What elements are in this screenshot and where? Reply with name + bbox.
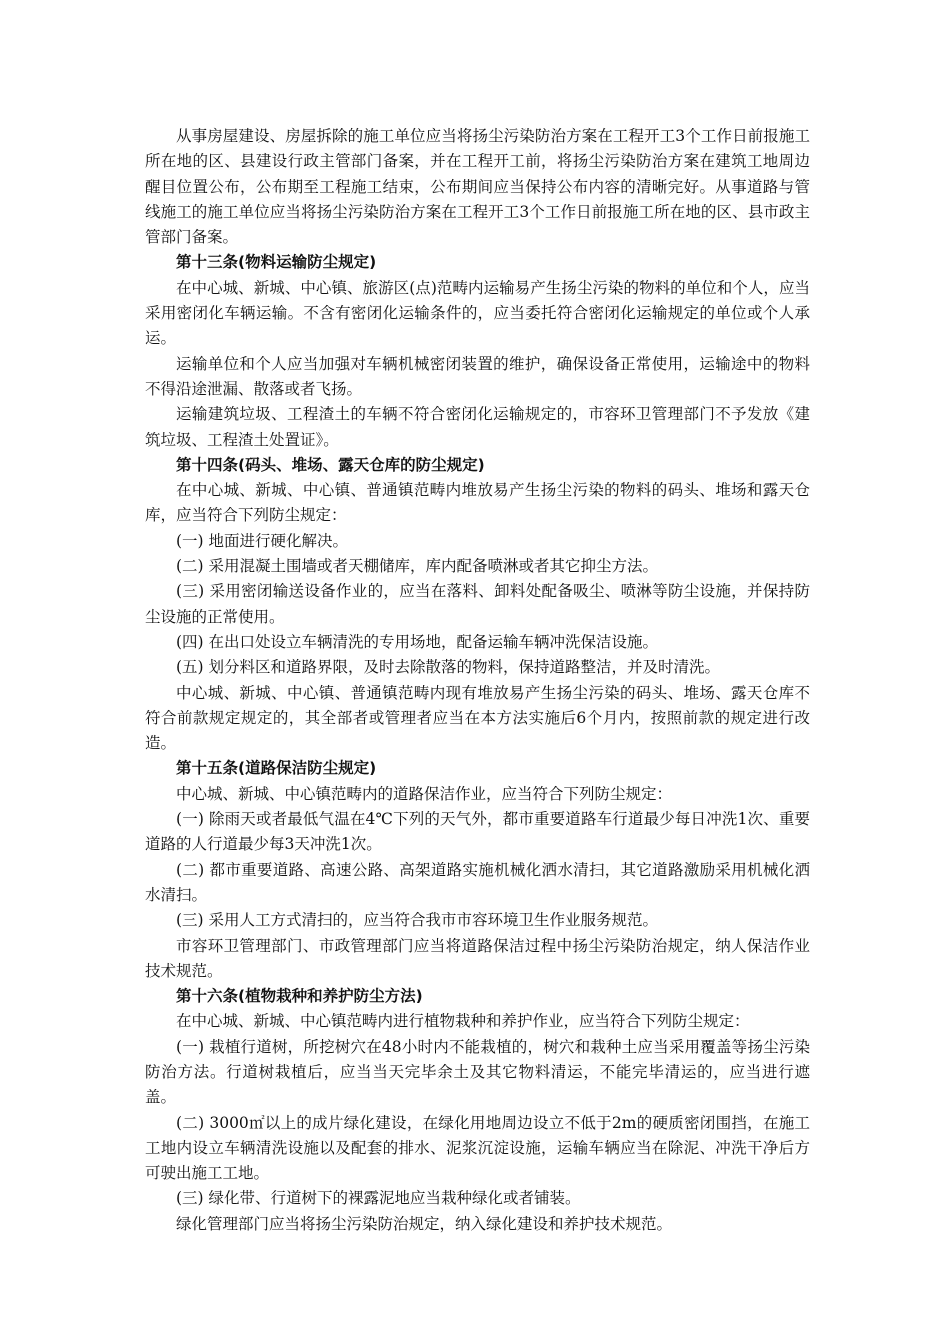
paragraph: 市容环卫管理部门、市政管理部门应当将道路保洁过程中扬尘污染防治规定，纳人保洁作业技术规范。 xyxy=(145,936,810,980)
article-heading: 第十六条(植物栽种和养护防尘方法) xyxy=(176,987,423,1006)
article-heading: 第十四条(码头、堆场、露天仓库的防尘规定) xyxy=(176,455,485,474)
paragraph: 在中心城、新城、中心镇范畴内进行植物栽种和养护作业，应当符合下列防尘规定： xyxy=(176,1012,750,1031)
document-body xyxy=(145,124,810,1237)
paragraph: 在中心城、新城、中心镇、普通镇范畴内堆放易产生扬尘污染的物料的码头、堆场和露天仓库，应当符合下列防尘规定： xyxy=(145,481,810,525)
paragraph: (四) 在出口处设立车辆清洗的专用场地，配备运输车辆冲洗保洁设施。 xyxy=(176,632,659,651)
paragraph: (三) 采用密闭输送设备作业的，应当在落料、卸料处配备吸尘、喷淋等防尘设施，并保持防尘设施的正常使用。 xyxy=(145,582,810,626)
paragraph: 中心城、新城、中心镇范畴内的道路保洁作业，应当符合下列防尘规定： xyxy=(176,784,673,803)
paragraph: 在中心城、新城、中心镇、旅游区(点)范畴内运输易产生扬尘污染的物料的单位和个人，应当采用密闭化车辆运输。不含有密闭化运输条件的，应当委托符合密闭化运输规定的单位或个人承运。 xyxy=(145,278,810,348)
paragraph: 中心城、新城、中心镇、普通镇范畴内现有堆放易产生扬尘污染的码头、堆场、露天仓库不符合前款规定规定的，其全部者或管理者应当在本方法实施后6个月内，按照前款的规定进行改造。 xyxy=(145,683,810,753)
article-heading: 第十五条(道路保洁防尘规定) xyxy=(176,759,377,778)
paragraph: 运输建筑垃圾、工程渣土的车辆不符合密闭化运输规定的，市容环卫管理部门不予发放《建筑垃圾、工程渣土处置证》。 xyxy=(145,405,810,449)
paragraph: (五) 划分料区和道路界限，及时去除散落的物料，保持道路整洁，并及时清洗。 xyxy=(176,658,721,677)
paragraph: (二) 都市重要道路、高速公路、高架道路实施机械化洒水清扫，其它道路激励采用机械化洒水清扫。 xyxy=(145,860,810,904)
paragraph: (二) 3000㎡以上的成片绿化建设，在绿化用地周边设立不低于2m的硬质密闭围挡，在施工工地内设立车辆清洗设施以及配套的排水、泥浆沉淀设施，运输车辆应当在除泥、冲洗干净后方可驶出施工工地。 xyxy=(145,1113,810,1183)
paragraph: (三) 绿化带、行道树下的裸露泥地应当栽种绿化或者铺装。 xyxy=(176,1189,581,1208)
article-heading: 第十三条(物料运输防尘规定) xyxy=(176,253,377,272)
paragraph: (一) 地面进行硬化解决。 xyxy=(176,531,349,550)
paragraph: (二) 采用混凝土围墙或者天棚储库，库内配备喷淋或者其它抑尘方法。 xyxy=(176,557,659,576)
paragraph: 运输单位和个人应当加强对车辆机械密闭装置的维护，确保设备正常使用，运输途中的物料不得沿途泄漏、散落或者飞扬。 xyxy=(145,354,810,398)
paragraph: 绿化管理部门应当将扬尘污染防治规定，纳入绿化建设和养护技术规范。 xyxy=(176,1214,673,1233)
paragraph: (一) 栽植行道树，所挖树穴在48小时内不能栽植的，树穴和栽种土应当采用覆盖等扬尘污染防治方法。行道树栽植后，应当当天完毕余土及其它物料清运，不能完毕清运的，应当进行遮盖。 xyxy=(145,1037,810,1107)
paragraph: (三) 采用人工方式清扫的，应当符合我市市容环境卫生作业服务规范。 xyxy=(176,911,659,930)
paragraph: (一) 除雨天或者最低气温在4℃下列的天气外，都市重要道路车行道最少每日冲洗1次、重要道路的人行道最少每3天冲洗1次。 xyxy=(145,810,810,854)
paragraph: 从事房屋建设、房屋拆除的施工单位应当将扬尘污染防治方案在工程开工3个工作日前报施工所在地的区、县建设行政主管部门备案，并在工程开工前，将扬尘污染防治方案在建筑工地周边醒目位置公布，公布期至工程施工结束，公布期间应当保持公布内容的清晰完好。从事道路与管线施工的施工单位应当将扬尘污染防治方案在工程开工3个工作日前报施工所在地的区、县市政主管部门备案。 xyxy=(145,127,810,247)
